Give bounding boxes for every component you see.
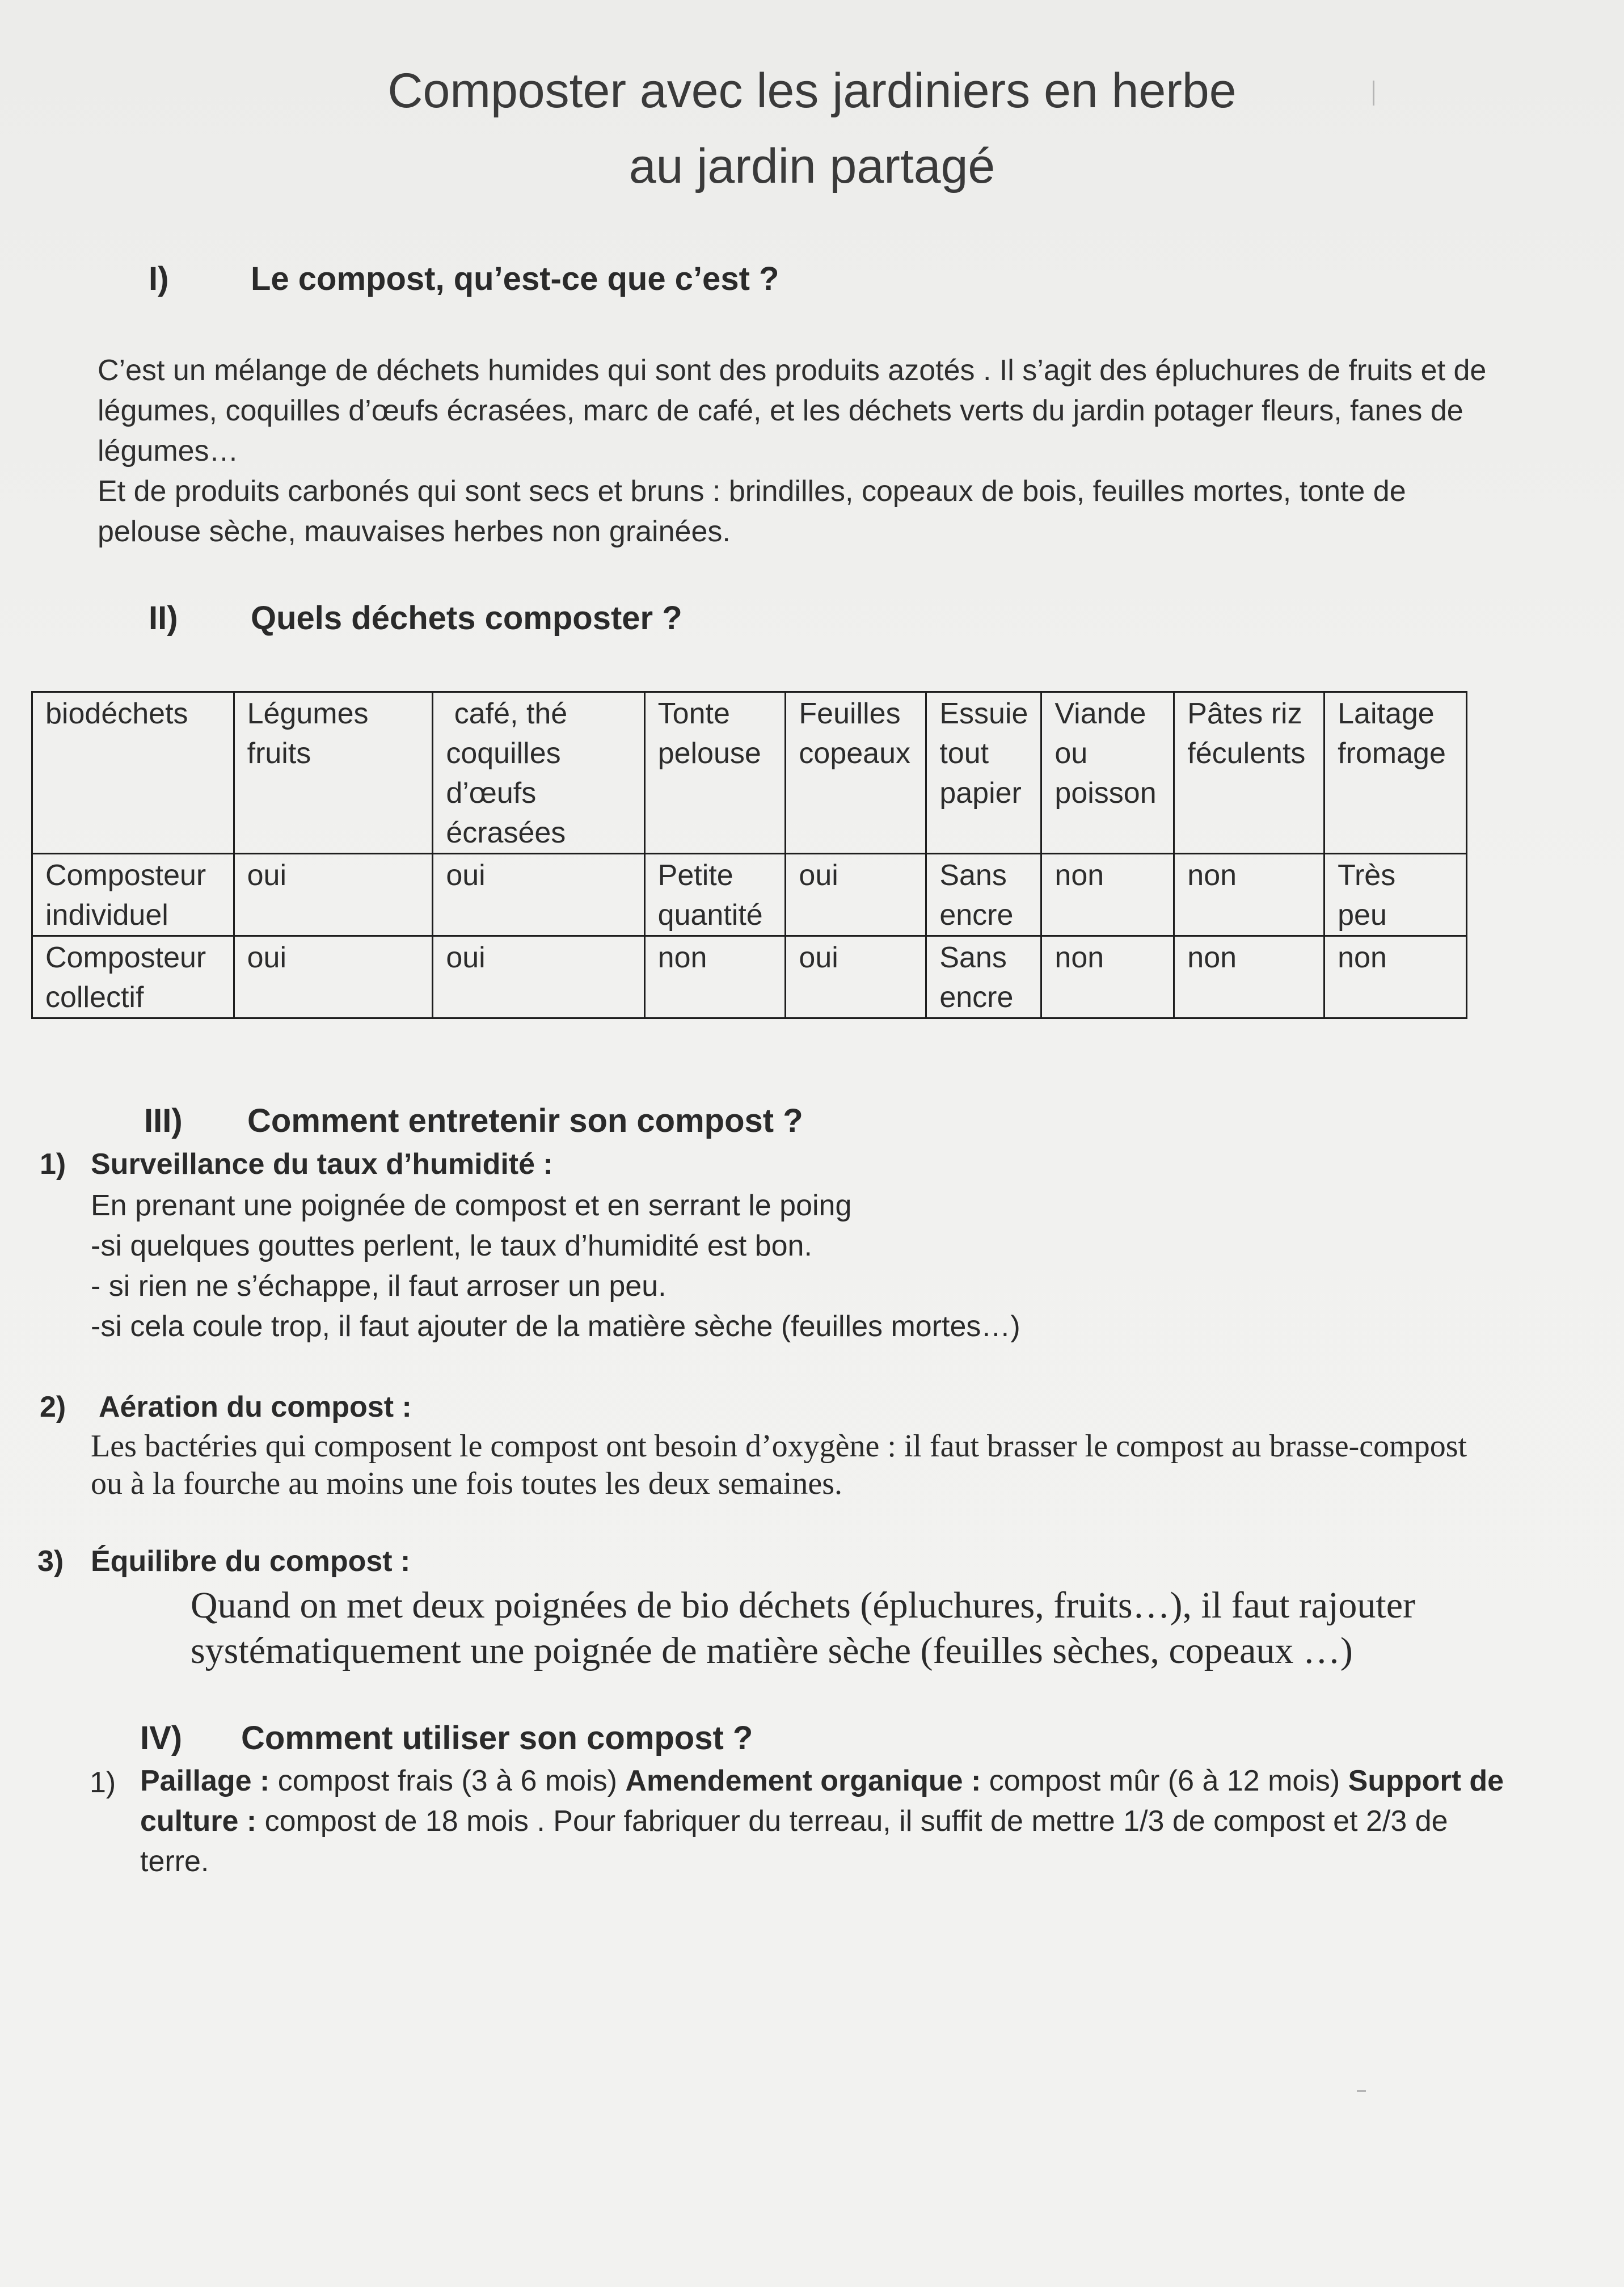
item1-number: 1)	[40, 1148, 66, 1181]
table-cell: Petite quantité	[644, 854, 786, 936]
item3-line: Quand on met deux poignées de bio déchets (épluchures, fruits…), il faut rajouter	[191, 1585, 1416, 1626]
item1-line: -si quelques gouttes perlent, le taux d’humidité est bon.	[91, 1229, 812, 1262]
section1-number: I)	[149, 260, 169, 297]
section1-line: Et de produits carbonés qui sont secs et bruns : brindilles, copeaux de bois, feuilles mortes, tonte de	[98, 475, 1406, 508]
table-row-label: Composteur individuel	[32, 854, 234, 936]
item1-line: En prenant une poignée de compost et en serrant le poing	[91, 1189, 852, 1222]
item1-line: - si rien ne s’échappe, il faut arroser un peu.	[91, 1270, 667, 1303]
section1-title: Le compost, qu’est-ce que c’est ?	[251, 260, 779, 297]
usage-item-number: 1)	[90, 1766, 116, 1799]
section1-line: légumes…	[98, 435, 239, 467]
support-text: compost de 18 mois . Pour fabriquer du terreau, il suffit de mettre 1/3 de compost et 2/3 de	[256, 1805, 1448, 1838]
item3-title: Équilibre du compost :	[91, 1545, 411, 1578]
section1-line: C’est un mélange de déchets humides qui sont des produits azotés . Il s’agit des épluchures de fruits et de	[98, 354, 1487, 387]
item1-title: Surveillance du taux d’humidité :	[91, 1148, 553, 1181]
scan-mark	[1373, 81, 1374, 106]
table-row	[32, 936, 1467, 1018]
section1-line: légumes, coquilles d’œufs écrasées, marc de café, et les déchets verts du jardin potager fleurs, fanes de	[98, 394, 1463, 427]
item3-line: systématiquement une poignée de matière sèche (feuilles sèches, copeaux …)	[191, 1630, 1353, 1671]
table-cell: oui	[786, 936, 926, 1018]
table-cell: oui	[433, 854, 644, 936]
item2-line: Les bactéries qui composent le compost ont besoin d’oxygène : il faut brasser le compost au brasse-compost	[91, 1429, 1467, 1464]
table-row-label: Composteur collectif	[32, 936, 234, 1018]
table-header-cell: Viande ou poisson	[1041, 692, 1174, 854]
support-label: Support de	[1348, 1764, 1504, 1797]
table-header-cell: Laitage fromage	[1324, 692, 1467, 854]
table-cell: Sans encre	[926, 854, 1041, 936]
item1-line: -si cela coule trop, il faut ajouter de la matière sèche (feuilles mortes…)	[91, 1310, 1020, 1343]
table-cell: oui	[234, 936, 433, 1018]
section3-number: III)	[144, 1102, 183, 1139]
item3-number: 3)	[37, 1545, 64, 1578]
item1-text	[91, 1186, 1020, 1347]
item2-title: Aération du compost :	[99, 1391, 412, 1423]
table-header-cell: Légumes fruits	[234, 692, 433, 854]
table-cell: oui	[234, 854, 433, 936]
document-title-line2: au jardin partagé	[628, 139, 996, 193]
table-cell: non	[644, 936, 786, 1018]
table-cell: non	[1174, 854, 1324, 936]
table-header-cell: biodéchets	[32, 692, 234, 854]
table-cell: Sans encre	[926, 936, 1041, 1018]
table-header-cell: Feuilles copeaux	[786, 692, 926, 854]
usage-line	[140, 1801, 1504, 1842]
usage-line: terre.	[140, 1845, 209, 1878]
table-cell: non	[1041, 936, 1174, 1018]
amendement-label: Amendement organique :	[625, 1764, 981, 1797]
paillage-text: compost frais (3 à 6 mois)	[269, 1764, 626, 1797]
section1-paragraph	[98, 351, 1486, 552]
amendement-text: compost mûr (6 à 12 mois)	[981, 1764, 1348, 1797]
paillage-label: Paillage :	[140, 1764, 270, 1797]
table-header-row	[32, 692, 1467, 854]
item2-number: 2)	[40, 1391, 66, 1423]
table-header-cell: Tonte pelouse	[644, 692, 786, 854]
usage-paragraph	[140, 1761, 1504, 1882]
table-cell: non	[1174, 936, 1324, 1018]
table-cell: Très peu	[1324, 854, 1467, 936]
section2-title: Quels déchets composter ?	[251, 600, 682, 637]
scan-mark	[1357, 2090, 1366, 2092]
table-cell: oui	[786, 854, 926, 936]
item2-text	[91, 1427, 1467, 1502]
item3-text	[191, 1583, 1415, 1674]
table-row	[32, 854, 1467, 936]
table-cell: non	[1324, 936, 1467, 1018]
section4-title: Comment utiliser son compost ?	[241, 1720, 753, 1757]
table-header-cell: Essuie tout papier	[926, 692, 1041, 854]
table-header-cell: café, thé coquilles d’œufs écrasées	[433, 692, 644, 854]
biowaste-table	[31, 691, 1467, 1019]
section3-title: Comment entretenir son compost ?	[247, 1102, 803, 1139]
support-label-2: culture :	[140, 1805, 257, 1838]
section2-number: II)	[149, 600, 178, 637]
section1-line: pelouse sèche, mauvaises herbes non grainées.	[98, 515, 731, 548]
section4-number: IV)	[140, 1720, 183, 1757]
item2-line: ou à la fourche au moins une fois toutes les deux semaines.	[91, 1466, 842, 1501]
table-cell: non	[1041, 854, 1174, 936]
document-title-line1: Composter avec les jardiniers en herbe	[387, 64, 1237, 118]
table-header-cell: Pâtes riz féculents	[1174, 692, 1324, 854]
table-cell: oui	[433, 936, 644, 1018]
usage-line	[140, 1761, 1504, 1801]
